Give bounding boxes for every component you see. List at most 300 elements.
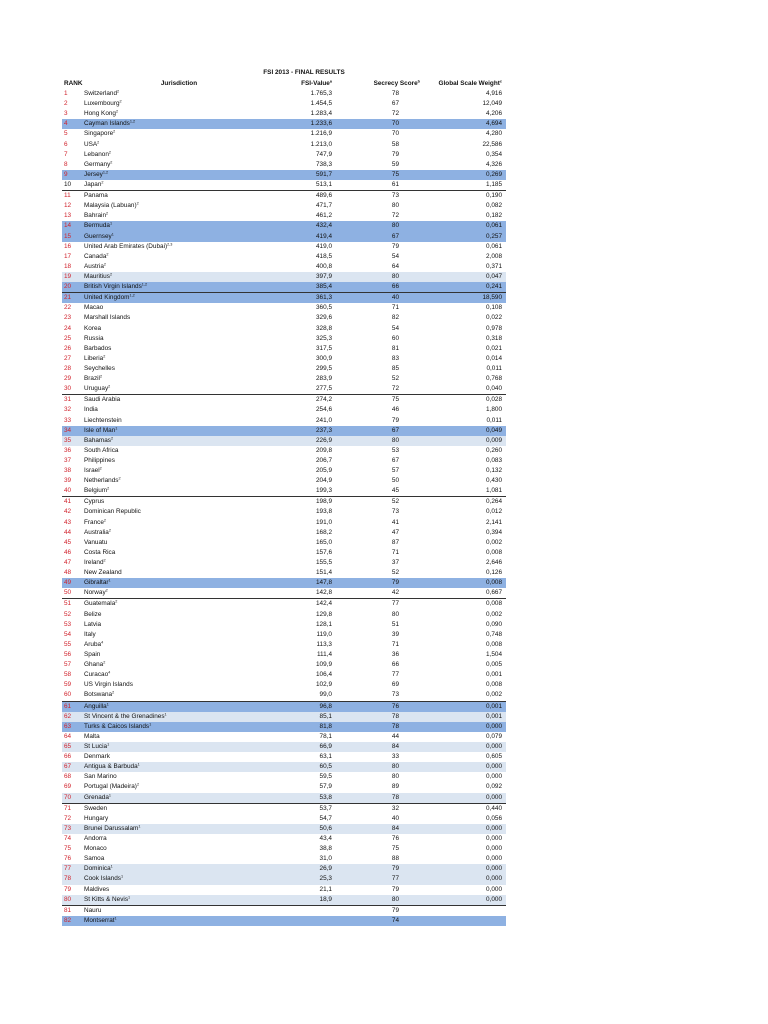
jurisdiction-cell	[84, 242, 262, 252]
table-row	[62, 170, 506, 180]
global-scale-weight-cell: 0,040	[486, 385, 502, 393]
jurisdiction-cell	[84, 456, 262, 466]
footnote-mark: 1	[128, 895, 131, 900]
secrecy-score-cell: 77	[391, 671, 399, 679]
global-scale-weight-cell: 0,269	[486, 170, 502, 178]
jurisdiction-cell	[84, 476, 262, 486]
table-row	[62, 528, 506, 538]
jurisdiction-name: Liechtenstein	[84, 416, 122, 424]
fsi-value-cell: 1.765,3	[310, 90, 332, 97]
table-row	[62, 272, 506, 282]
global-scale-weight-cell: 0,079	[486, 732, 502, 740]
rank-cell: 75	[64, 845, 72, 853]
footnote-mark: 2	[110, 160, 113, 165]
table-row	[62, 712, 506, 722]
rank-cell: 61	[64, 702, 72, 710]
table-row	[62, 588, 506, 598]
jurisdiction-cell	[84, 150, 262, 160]
rank-cell: 67	[64, 763, 72, 771]
secrecy-score-cell: 51	[391, 620, 399, 628]
table-row	[62, 620, 506, 630]
rank-cell: 48	[64, 569, 72, 577]
jurisdiction-name: Cook Islands	[84, 875, 121, 883]
table-row	[62, 109, 506, 119]
secrecy-score-cell: 54	[391, 252, 399, 260]
rank-cell: 29	[64, 375, 72, 383]
global-scale-weight-cell: 1,800	[486, 406, 502, 414]
fsi-value-cell: 489,6	[316, 192, 332, 200]
secrecy-score-cell: 42	[391, 589, 399, 597]
global-scale-weight-cell: 0,000	[486, 855, 502, 863]
fsi-value-cell: 274,2	[316, 396, 332, 404]
table-row	[62, 129, 506, 139]
table-row	[62, 262, 506, 272]
table-row	[62, 885, 506, 895]
table-row	[62, 119, 506, 129]
global-scale-weight-cell: 0,011	[486, 416, 502, 424]
table-row	[62, 160, 506, 170]
jurisdiction-cell	[84, 630, 262, 640]
table-row	[62, 793, 506, 803]
jurisdiction-name: Canada	[84, 252, 107, 260]
secrecy-score-cell: 52	[391, 375, 399, 383]
jurisdiction-name: British Virgin Islands	[84, 283, 142, 291]
table-row	[62, 762, 506, 772]
jurisdiction-cell	[84, 129, 262, 139]
jurisdiction-name: Panama	[84, 192, 108, 200]
jurisdiction-cell	[84, 538, 262, 548]
secrecy-score-cell: 85	[391, 364, 399, 372]
table-row	[62, 701, 506, 712]
jurisdiction-name: New Zealand	[84, 569, 122, 577]
jurisdiction-cell	[84, 640, 262, 650]
footnote-mark: 2	[106, 252, 109, 257]
rank-cell: 50	[64, 589, 72, 597]
table-row	[62, 782, 506, 792]
rank-cell: 13	[64, 212, 72, 220]
jurisdiction-name: Dominica	[84, 865, 111, 873]
footnote-mark: 2	[112, 690, 115, 695]
footnote-mark: 2	[119, 99, 122, 104]
secrecy-score-cell: 79	[391, 865, 399, 873]
rank-cell: 46	[64, 548, 72, 556]
fsi-value-cell: 168,2	[316, 528, 332, 536]
jurisdiction-cell	[84, 762, 262, 772]
jurisdiction-name: Sweden	[84, 804, 108, 812]
global-scale-weight-cell: 0,257	[486, 232, 502, 240]
footnote-mark: 2	[136, 201, 139, 206]
table-row	[62, 670, 506, 680]
secrecy-score-cell: 75	[391, 170, 399, 178]
global-scale-weight-cell: 0,002	[486, 610, 502, 618]
table-row	[62, 844, 506, 854]
table-row	[62, 864, 506, 874]
fsi-value-cell: 397,9	[316, 272, 332, 280]
secrecy-score-cell: 53	[391, 446, 399, 454]
fsi-value-cell: 360,5	[316, 304, 332, 312]
fsi-value-cell: 111,4	[316, 651, 332, 659]
jurisdiction-name: Curacao	[84, 671, 109, 679]
global-scale-weight-cell: 0,978	[486, 324, 502, 332]
global-scale-weight-cell: 0,009	[486, 436, 502, 444]
fsi-value-cell	[262, 916, 332, 926]
jurisdiction-name: Anguilla	[84, 702, 107, 710]
footnote-mark: 1,2	[129, 293, 135, 298]
global-scale-weight-cell: 0,000	[486, 875, 502, 883]
secrecy-score-cell: 79	[391, 579, 399, 587]
global-scale-weight-cell: 0,371	[486, 262, 502, 270]
secrecy-score-cell: 81	[391, 344, 399, 352]
footnote-mark: 2	[99, 374, 103, 379]
fsi-value-cell: 206,7	[316, 456, 332, 464]
fsi-value-cell: 165,0	[316, 538, 332, 546]
global-scale-weight-cell: 0,000	[486, 885, 502, 893]
rank-cell: 77	[64, 865, 72, 873]
table-row	[62, 834, 506, 844]
footnote-mark: 1	[164, 712, 167, 717]
fsi-value-cell: 747,9	[316, 150, 332, 158]
table-row	[62, 364, 506, 374]
footnote-mark: 2	[117, 89, 120, 94]
rank-cell: 42	[64, 508, 72, 516]
secrecy-score-cell: 80	[391, 773, 399, 781]
footnote-mark: 2	[103, 558, 106, 563]
fsi-value-cell: 147,8	[316, 579, 332, 587]
global-scale-weight-cell: 0,430	[486, 477, 502, 485]
secrecy-score-cell: 79	[391, 885, 399, 893]
global-scale-weight-cell: 0,126	[486, 569, 502, 577]
jurisdiction-cell	[84, 436, 262, 446]
table-row	[62, 466, 506, 476]
jurisdiction-cell	[84, 814, 262, 824]
secrecy-score-cell: 67	[391, 426, 399, 434]
fsi-value-cell: 198,9	[316, 498, 332, 506]
rank-cell: 62	[64, 712, 72, 720]
fsi-value-cell: 226,9	[316, 436, 332, 444]
table-row	[62, 895, 506, 905]
jurisdiction-cell	[84, 180, 262, 190]
jurisdiction-cell	[84, 568, 262, 578]
fsi-value-cell: 57,9	[319, 783, 332, 791]
jurisdiction-name: Hungary	[84, 814, 109, 822]
rank-cell: 16	[64, 242, 72, 250]
rank-cell: 81	[64, 906, 72, 914]
table-row	[62, 548, 506, 558]
secrecy-score-cell: 52	[391, 569, 399, 577]
jurisdiction-cell	[84, 191, 262, 201]
table-row	[62, 99, 506, 109]
footnote-mark: 4	[101, 640, 104, 645]
secrecy-score-cell: 44	[391, 732, 399, 740]
fsi-value-cell: 66,9	[319, 743, 332, 750]
global-scale-weight-cell: 0,000	[486, 722, 502, 730]
jurisdiction-cell	[84, 262, 262, 272]
rank-cell: 51	[64, 600, 72, 608]
rank-cell: 20	[64, 283, 72, 291]
jurisdiction-cell	[84, 518, 262, 528]
fsi-value-cell: 25,3	[319, 875, 332, 883]
jurisdiction-name: Switzerland	[84, 90, 118, 97]
rank-cell: 4	[64, 120, 68, 128]
secrecy-score-cell: 67	[391, 232, 399, 240]
secrecy-score-cell: 78	[391, 722, 399, 730]
global-scale-weight-cell: 0,000	[486, 743, 502, 750]
secrecy-score-cell: 80	[391, 436, 399, 444]
global-scale-weight-cell: 0,000	[486, 793, 502, 801]
jurisdiction-name: Australia	[84, 528, 109, 536]
rank-cell: 34	[64, 426, 72, 434]
table-row	[62, 334, 506, 344]
jurisdiction-name: Nauru	[84, 906, 102, 914]
secrecy-header	[329, 78, 420, 89]
rank-cell: 36	[64, 446, 72, 454]
jurisdiction-cell	[84, 160, 262, 170]
global-scale-weight-cell: 0,082	[486, 202, 502, 210]
fsi-value-cell: 513,1	[316, 180, 332, 188]
secrecy-score-cell: 80	[391, 202, 399, 210]
jurisdiction-cell	[84, 804, 262, 814]
rank-cell: 55	[64, 640, 72, 648]
global-scale-weight-cell: 0,354	[486, 150, 502, 158]
jurisdiction-name: Korea	[84, 324, 102, 332]
secrecy-score-cell: 46	[391, 406, 399, 414]
secrecy-score-cell: 57	[391, 467, 399, 475]
table-row	[62, 416, 506, 426]
rank-cell: 57	[64, 661, 72, 669]
jurisdiction-name: Bermuda	[84, 222, 110, 230]
fsi-value-cell: 18,9	[319, 895, 332, 903]
global-scale-weight-cell: 4,326	[486, 160, 502, 168]
rank-cell: 27	[64, 354, 72, 362]
table-row	[62, 436, 506, 446]
global-scale-weight-cell: 4,694	[486, 120, 502, 128]
jurisdiction-cell	[84, 558, 262, 568]
footnote-mark: 1	[120, 874, 124, 879]
jurisdiction-name: Japan	[84, 180, 102, 188]
jurisdiction-name: Isle of Man	[84, 426, 116, 434]
rank-cell: 14	[64, 222, 72, 230]
fsi-value-cell: 591,7	[316, 170, 332, 178]
rank-cell: 44	[64, 528, 72, 536]
fsi-value-cell: 96,8	[319, 702, 332, 710]
rank-cell: 68	[64, 773, 72, 781]
global-scale-weight-cell: 0,000	[486, 834, 502, 842]
jurisdiction-cell	[84, 895, 262, 905]
footnote-mark: 2	[115, 109, 119, 114]
global-scale-weight-cell: 0,000	[486, 845, 502, 853]
secrecy-score-cell: 87	[391, 538, 399, 546]
jurisdiction-name: India	[84, 406, 98, 414]
jurisdiction-cell	[84, 670, 262, 680]
jurisdiction-cell	[84, 824, 262, 834]
jurisdiction-name: Malaysia (Labuan)	[84, 202, 137, 210]
jurisdiction-cell	[84, 221, 262, 231]
jurisdiction-cell	[84, 834, 262, 844]
rank-cell: 71	[64, 804, 72, 812]
table-row	[62, 303, 506, 313]
fsi-value-cell: 361,3	[316, 294, 332, 302]
global-scale-weight-cell: 0,318	[486, 334, 502, 342]
rank-cell: 18	[64, 262, 72, 270]
jurisdiction-name: United Arab Emirates (Dubai)	[84, 242, 168, 250]
footnote-mark: 1	[137, 762, 140, 767]
rank-cell: 74	[64, 834, 72, 842]
fsi-value-cell: 418,5	[316, 252, 332, 260]
jurisdiction-cell	[84, 201, 262, 211]
jurisdiction-name: France	[84, 518, 104, 526]
secrecy-score-cell: 80	[391, 272, 399, 280]
global-scale-weight-cell: 0,001	[486, 712, 502, 720]
global-scale-weight-cell: 0,047	[486, 272, 502, 280]
global-scale-weight-cell: 0,049	[486, 426, 502, 434]
secrecy-score-cell: 80	[391, 610, 399, 618]
fsi-value-cell: 50,6	[319, 824, 332, 832]
fsi-value-cell: 142,4	[316, 600, 332, 608]
jurisdiction-name: Germany	[84, 160, 111, 168]
jurisdiction-cell	[84, 528, 262, 538]
rank-cell: 40	[64, 487, 72, 495]
rank-cell: 43	[64, 518, 72, 526]
jurisdiction-name: Vanuatu	[84, 538, 108, 546]
fsi-value-cell: 38,8	[319, 845, 332, 853]
fsi-value-cell: 21,1	[319, 885, 332, 893]
jurisdiction-name: Saudi Arabia	[84, 396, 121, 404]
global-scale-weight-cell: 1,504	[486, 651, 502, 659]
global-scale-weight-cell: 0,000	[486, 824, 502, 832]
table-row	[62, 374, 506, 384]
global-scale-weight-cell: 18,590	[482, 294, 502, 302]
global-scale-weight-cell: 12,049	[482, 100, 502, 108]
jurisdiction-cell	[84, 864, 262, 874]
jurisdiction-cell	[84, 702, 262, 712]
footnote-mark: 1	[106, 702, 109, 707]
secrecy-score-cell: 84	[391, 743, 399, 750]
global-scale-weight-cell: 0,092	[486, 783, 502, 791]
rank-cell: 15	[64, 232, 72, 240]
global-scale-weight-cell: 0,008	[486, 681, 502, 689]
fsi-value-cell: 254,6	[316, 406, 332, 414]
jurisdiction-name: Guernsey	[84, 232, 112, 240]
global-scale-weight-cell: 2,008	[486, 252, 502, 260]
jurisdiction-cell	[84, 272, 262, 282]
table-row	[62, 568, 506, 578]
secrecy-score-cell: 66	[391, 283, 399, 291]
fsi-value-cell: 283,9	[316, 375, 332, 383]
rank-cell: 26	[64, 344, 72, 352]
jurisdiction-name: Russia	[84, 334, 104, 342]
table-row	[62, 598, 506, 609]
jurisdiction-name: Liberia	[84, 354, 104, 362]
fsi-value-cell: 299,5	[316, 364, 332, 372]
fsi-value-cell: 738,3	[316, 160, 332, 168]
rank-cell: 63	[64, 722, 72, 730]
footnote-mark: 2	[108, 384, 111, 389]
table-row	[62, 324, 506, 334]
footnote-mark: 1,2	[102, 170, 109, 175]
secrecy-score-cell: 73	[391, 691, 399, 699]
table-row	[62, 242, 506, 252]
jurisdiction-name: St Kitts & Nevis	[84, 895, 129, 903]
jurisdiction-name: Seychelles	[84, 364, 115, 372]
secrecy-score-cell: 79	[391, 906, 399, 914]
rank-cell: 24	[64, 324, 72, 332]
table-row	[62, 313, 506, 323]
jurisdiction-name: Gibraltar	[84, 579, 109, 587]
fsi-value-cell: 31,0	[319, 855, 332, 863]
table-row	[62, 650, 506, 660]
secrecy-header-label: Secrecy Score	[373, 80, 418, 87]
footnote-mark: 2	[136, 782, 140, 787]
rank-cell: 11	[64, 192, 71, 200]
gsw-header	[417, 78, 504, 89]
fsi-value-cell: 329,6	[316, 314, 332, 322]
table-row	[62, 180, 506, 190]
global-scale-weight-cell: 0,190	[486, 192, 502, 200]
jurisdiction-cell	[84, 548, 262, 558]
jurisdiction-name: South Africa	[84, 446, 119, 454]
global-scale-weight-cell: 0,022	[486, 314, 502, 322]
jurisdiction-name: Norway	[84, 589, 106, 597]
table-row	[62, 201, 506, 211]
table-row	[62, 496, 506, 507]
jurisdiction-cell	[84, 486, 262, 496]
jurisdiction-cell	[84, 344, 262, 354]
jurisdiction-name: Belize	[84, 610, 102, 618]
table-row	[62, 486, 506, 496]
table-row	[62, 150, 506, 160]
footnote-mark: 1	[108, 578, 111, 583]
gsw-header-note: c	[499, 79, 502, 84]
jurisdiction-name: Portugal (Madeira)	[84, 783, 137, 791]
secrecy-score-cell: 78	[391, 712, 399, 720]
fsi-value-cell: 155,5	[316, 559, 332, 567]
rank-cell: 49	[64, 579, 72, 587]
secrecy-score-cell: 66	[391, 661, 399, 669]
table-row	[62, 426, 506, 436]
jurisdiction-cell	[84, 680, 262, 690]
footnote-mark: 2	[103, 354, 106, 359]
jurisdiction-cell	[84, 690, 262, 700]
jurisdiction-name: Belgium	[84, 487, 108, 495]
jurisdiction-name: Barbados	[84, 344, 112, 352]
footnote-mark: 2	[103, 660, 106, 665]
secrecy-score-cell: 70	[391, 130, 399, 138]
jurisdiction-name: Malta	[84, 732, 100, 740]
fsi-value-cell: 385,4	[316, 283, 332, 291]
fsi-value-cell: 1.283,4	[310, 110, 332, 118]
global-scale-weight-cell: 0,001	[486, 702, 502, 710]
fsi-value-cell: 129,8	[316, 610, 332, 618]
global-scale-weight-cell: 0,061	[486, 242, 502, 250]
fsi-value-cell: 142,8	[316, 589, 332, 597]
table-row	[62, 190, 506, 201]
rank-cell: 17	[64, 252, 72, 260]
secrecy-score-cell: 72	[391, 212, 399, 220]
rank-cell: 35	[64, 436, 72, 444]
rank-cell: 80	[64, 895, 72, 903]
jurisdiction-cell	[84, 109, 262, 119]
jurisdiction-name: Latvia	[84, 620, 102, 628]
table-row	[62, 476, 506, 486]
jurisdiction-name: Aruba	[84, 640, 102, 648]
secrecy-score-cell: 52	[391, 498, 399, 506]
jurisdiction-name: Austria	[84, 262, 104, 270]
secrecy-score-cell: 71	[391, 304, 399, 312]
jurisdiction-header: Jurisdiction	[160, 80, 198, 87]
global-scale-weight-cell: 0,000	[486, 773, 502, 781]
gsw-header-label: Global Scale Weight	[438, 80, 500, 87]
footnote-mark: 2	[106, 211, 109, 216]
